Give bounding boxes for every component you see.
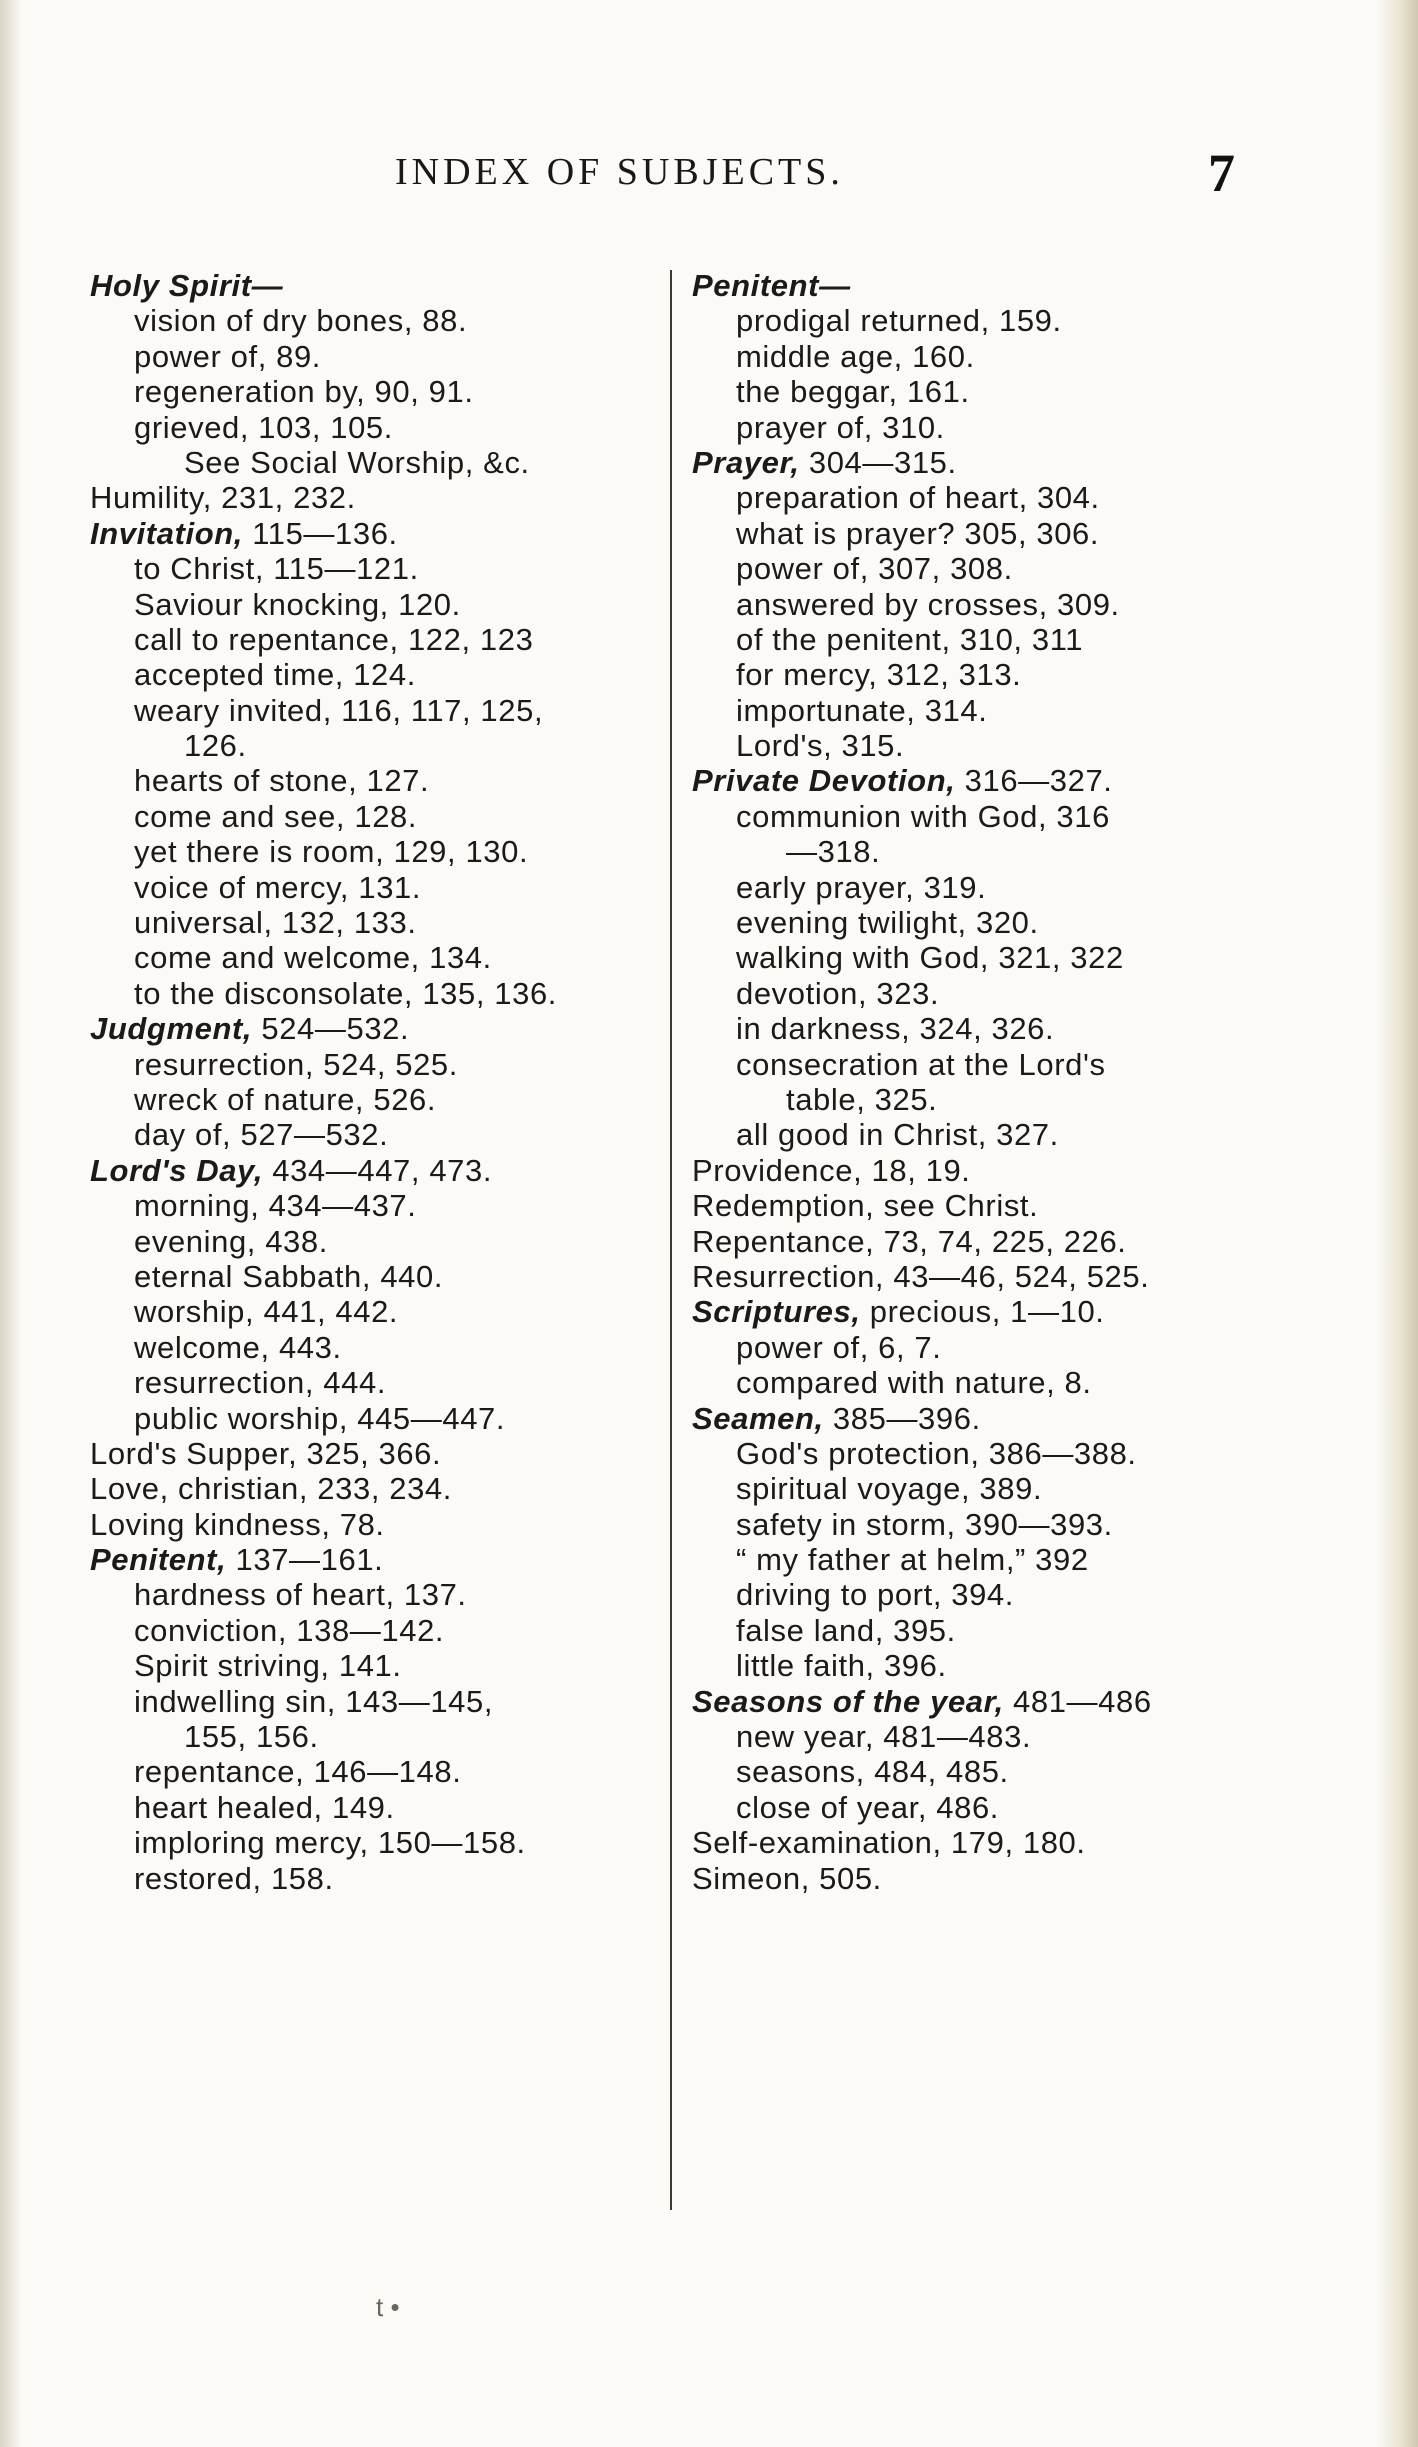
entry-text: heart healed, 149. (134, 1789, 395, 1825)
entry-heading: Judgment, (90, 1011, 253, 1047)
entry-heading: Penitent, (90, 1542, 227, 1578)
entry-text: Resurrection, 43—46, 524, 525. (692, 1258, 1150, 1294)
entry-text: seasons, 484, 485. (736, 1754, 1009, 1790)
entry-text: indwelling sin, 143—145, (134, 1683, 494, 1719)
entry-text: communion with God, 316 (736, 798, 1110, 834)
entry-text: Lord's Supper, 325, 366. (90, 1435, 442, 1471)
index-entry (692, 693, 1262, 728)
entry-text: Providence, 18, 19. (692, 1152, 971, 1188)
entry-text: vision of dry bones, 88. (134, 303, 468, 339)
index-entry (90, 1790, 650, 1825)
index-entry (692, 587, 1262, 622)
index-entry (692, 657, 1262, 692)
entry-heading: Invitation, (90, 515, 243, 551)
entry-text: consecration at the Lord's (736, 1046, 1106, 1082)
entry-text: Lord's, 315. (736, 728, 905, 764)
entry-text: call to repentance, 122, 123 (134, 621, 534, 657)
index-entry (692, 1294, 1262, 1329)
index-entry (90, 1507, 650, 1542)
index-entry (692, 1153, 1262, 1188)
entry-text: table, 325. (786, 1081, 938, 1117)
index-entry (692, 339, 1262, 374)
index-entry (692, 976, 1262, 1011)
entry-text: walking with God, 321, 322 (736, 940, 1124, 976)
index-entry (90, 1330, 650, 1365)
index-entry (692, 1507, 1262, 1542)
index-entry (90, 1471, 650, 1506)
entry-text: Redemption, see Christ. (692, 1188, 1039, 1224)
entry-text: false land, 395. (736, 1612, 956, 1648)
entry-text: to the disconsolate, 135, 136. (134, 975, 558, 1011)
entry-text: See Social Worship, &c. (184, 444, 530, 480)
index-entry (692, 1790, 1262, 1825)
index-entry (692, 1754, 1262, 1789)
index-entry (692, 551, 1262, 586)
index-entry (692, 1577, 1262, 1612)
entry-text: evening, 438. (134, 1223, 328, 1259)
entry-text: 524—532. (252, 1011, 410, 1047)
entry-text: Love, christian, 233, 234. (90, 1471, 452, 1507)
entry-text: eternal Sabbath, 440. (134, 1258, 444, 1294)
index-entry (90, 1082, 650, 1117)
index-entry (692, 1401, 1262, 1436)
entry-text: public worship, 445—447. (134, 1400, 506, 1436)
entry-heading: Private Devotion, (692, 763, 956, 799)
entry-text: early prayer, 319. (736, 869, 987, 905)
index-entry (692, 1047, 1262, 1082)
index-entry (90, 657, 650, 692)
entry-text: welcome, 443. (134, 1329, 342, 1365)
index-entry (90, 1188, 650, 1223)
index-entry (90, 480, 650, 515)
index-entry (90, 693, 650, 728)
index-entry (90, 1684, 650, 1719)
entry-text: 126. (184, 728, 247, 764)
index-column-left (90, 268, 650, 1896)
column-divider (670, 270, 672, 2210)
entry-text: 481—486 (1003, 1683, 1152, 1719)
index-entry (90, 728, 650, 763)
entry-text: 434—447, 473. (263, 1152, 493, 1188)
entry-heading: Lord's Day, (90, 1152, 264, 1188)
entry-text: Simeon, 505. (692, 1860, 882, 1896)
entry-text: —318. (786, 834, 881, 870)
entry-heading: Scriptures, (692, 1294, 861, 1330)
entry-text: resurrection, 444. (134, 1365, 387, 1401)
entry-text: accepted time, 124. (134, 657, 416, 693)
index-entry (692, 1613, 1262, 1648)
index-entry (90, 763, 650, 798)
entry-text: in darkness, 324, 326. (736, 1011, 1055, 1047)
index-entry (692, 870, 1262, 905)
entry-text: driving to port, 394. (736, 1577, 1014, 1613)
index-entry (692, 1719, 1262, 1754)
entry-text: Humility, 231, 232. (90, 480, 356, 516)
entry-text: wreck of nature, 526. (134, 1081, 437, 1117)
index-entry (692, 1825, 1262, 1860)
index-entry (692, 905, 1262, 940)
index-entry (90, 1613, 650, 1648)
entry-text: new year, 481—483. (736, 1719, 1032, 1755)
index-entry (90, 551, 650, 586)
index-entry (692, 1684, 1262, 1719)
index-entry (90, 1011, 650, 1046)
index-entry (692, 622, 1262, 657)
entry-text: grieved, 103, 105. (134, 409, 393, 445)
index-entry (90, 1117, 650, 1152)
entry-text: Loving kindness, 78. (90, 1506, 385, 1542)
entry-heading: Prayer, (692, 444, 800, 480)
index-entry (90, 940, 650, 975)
entry-text: what is prayer? 305, 306. (736, 515, 1100, 551)
entry-text: universal, 132, 133. (134, 905, 417, 941)
index-column-right (692, 268, 1262, 1896)
index-entry (90, 1401, 650, 1436)
entry-text: regeneration by, 90, 91. (134, 374, 474, 410)
entry-heading: Holy Spirit— (90, 268, 284, 303)
entry-text: morning, 434—437. (134, 1188, 417, 1224)
entry-text: answered by crosses, 309. (736, 586, 1120, 622)
entry-text: devotion, 323. (736, 975, 940, 1011)
index-entry (90, 1365, 650, 1400)
index-entry (90, 1153, 650, 1188)
entry-text: prodigal returned, 159. (736, 303, 1062, 339)
index-entry (692, 445, 1262, 480)
index-entry (692, 1224, 1262, 1259)
index-entry (692, 1471, 1262, 1506)
index-entry (692, 1365, 1262, 1400)
index-entry (692, 1188, 1262, 1223)
index-entry (90, 516, 650, 551)
index-entry (692, 799, 1262, 834)
entry-text: Self-examination, 179, 180. (692, 1825, 1086, 1861)
index-entry (692, 516, 1262, 551)
entry-text: come and welcome, 134. (134, 940, 492, 976)
index-entry (90, 1294, 650, 1329)
index-entry (90, 976, 650, 1011)
index-entry (90, 587, 650, 622)
entry-text: 155, 156. (184, 1719, 319, 1755)
index-entry (90, 1754, 650, 1789)
page-title: INDEX OF SUBJECTS. (395, 151, 844, 193)
entry-heading: Seasons of the year, (692, 1683, 1004, 1719)
entry-text: 385—396. (823, 1400, 981, 1436)
index-entry (692, 303, 1262, 338)
entry-text: worship, 441, 442. (134, 1294, 399, 1330)
index-entry (692, 268, 1262, 303)
entry-text: compared with nature, 8. (736, 1365, 1092, 1401)
index-entry (90, 1224, 650, 1259)
entry-text: hearts of stone, 127. (134, 763, 430, 799)
index-entry (90, 1861, 650, 1896)
entry-text: restored, 158. (134, 1860, 334, 1896)
index-entry (90, 374, 650, 409)
index-entry (90, 799, 650, 834)
index-entry (692, 1082, 1262, 1117)
entry-text: come and see, 128. (134, 798, 418, 834)
entry-text: 316—327. (955, 763, 1113, 799)
entry-text: weary invited, 116, 117, 125, (134, 692, 544, 728)
print-mark: t • (376, 2292, 400, 2322)
index-entry (692, 1861, 1262, 1896)
entry-text: to Christ, 115—121. (134, 551, 419, 587)
index-entry (90, 1259, 650, 1294)
entry-text: close of year, 486. (736, 1789, 1000, 1825)
entry-text: power of, 89. (134, 338, 322, 374)
running-header (395, 143, 1235, 203)
index-entry (692, 728, 1262, 763)
entry-text: all good in Christ, 327. (736, 1117, 1059, 1153)
index-entry (90, 1825, 650, 1860)
index-entry (90, 410, 650, 445)
index-entry (90, 1436, 650, 1471)
entry-text: Spirit striving, 141. (134, 1648, 402, 1684)
entry-text: day of, 527—532. (134, 1117, 389, 1153)
index-entry (90, 339, 650, 374)
entry-text: “ my father at helm,” 392 (736, 1542, 1089, 1578)
index-entry (692, 1542, 1262, 1577)
entry-text: resurrection, 524, 525. (134, 1046, 458, 1082)
entry-heading: Seamen, (692, 1400, 824, 1436)
entry-text: 304—315. (799, 444, 957, 480)
index-entry (692, 763, 1262, 798)
index-entry (90, 1047, 650, 1082)
index-entry (90, 834, 650, 869)
entry-heading: Penitent— (692, 268, 851, 303)
entry-text: Repentance, 73, 74, 225, 226. (692, 1223, 1127, 1259)
entry-text: little faith, 396. (736, 1648, 947, 1684)
index-entry (692, 1330, 1262, 1365)
entry-text: precious, 1—10. (860, 1294, 1105, 1330)
entry-text: conviction, 138—142. (134, 1612, 445, 1648)
index-entry (90, 303, 650, 338)
index-entry (90, 268, 650, 303)
index-entry (90, 1577, 650, 1612)
entry-text: Saviour knocking, 120. (134, 586, 461, 622)
entry-text: power of, 307, 308. (736, 551, 1013, 587)
index-entry (90, 905, 650, 940)
index-entry (90, 622, 650, 657)
entry-text: preparation of heart, 304. (736, 480, 1100, 516)
index-entry (90, 445, 650, 480)
entry-text: of the penitent, 310, 311 (736, 621, 1084, 657)
index-entry (692, 1117, 1262, 1152)
entry-text: the beggar, 161. (736, 374, 970, 410)
entry-text: voice of mercy, 131. (134, 869, 422, 905)
entry-text: imploring mercy, 150—158. (134, 1825, 526, 1861)
entry-text: for mercy, 312, 313. (736, 657, 1022, 693)
index-entry (692, 940, 1262, 975)
entry-text: repentance, 146—148. (134, 1754, 462, 1790)
index-entry (692, 1011, 1262, 1046)
entry-text: God's protection, 386—388. (736, 1435, 1137, 1471)
index-entry (692, 1259, 1262, 1294)
entry-text: hardness of heart, 137. (134, 1577, 467, 1613)
index-entry (692, 834, 1262, 869)
entry-text: importunate, 314. (736, 692, 988, 728)
entry-text: middle age, 160. (736, 338, 975, 374)
entry-text: prayer of, 310. (736, 409, 945, 445)
entry-text: evening twilight, 320. (736, 905, 1039, 941)
index-entry (692, 374, 1262, 409)
entry-text: power of, 6, 7. (736, 1329, 942, 1365)
index-entry (692, 1436, 1262, 1471)
index-entry (692, 1648, 1262, 1683)
index-entry (90, 870, 650, 905)
page-number: 7 (1208, 143, 1235, 203)
index-entry (90, 1648, 650, 1683)
index-entry (692, 410, 1262, 445)
index-entry (90, 1719, 650, 1754)
entry-text: safety in storm, 390—393. (736, 1506, 1113, 1542)
entry-text: spiritual voyage, 389. (736, 1471, 1043, 1507)
entry-text: yet there is room, 129, 130. (134, 834, 529, 870)
index-entry (90, 1542, 650, 1577)
entry-text: 115—136. (243, 515, 398, 551)
index-entry (692, 480, 1262, 515)
entry-text: 137—161. (226, 1542, 384, 1578)
